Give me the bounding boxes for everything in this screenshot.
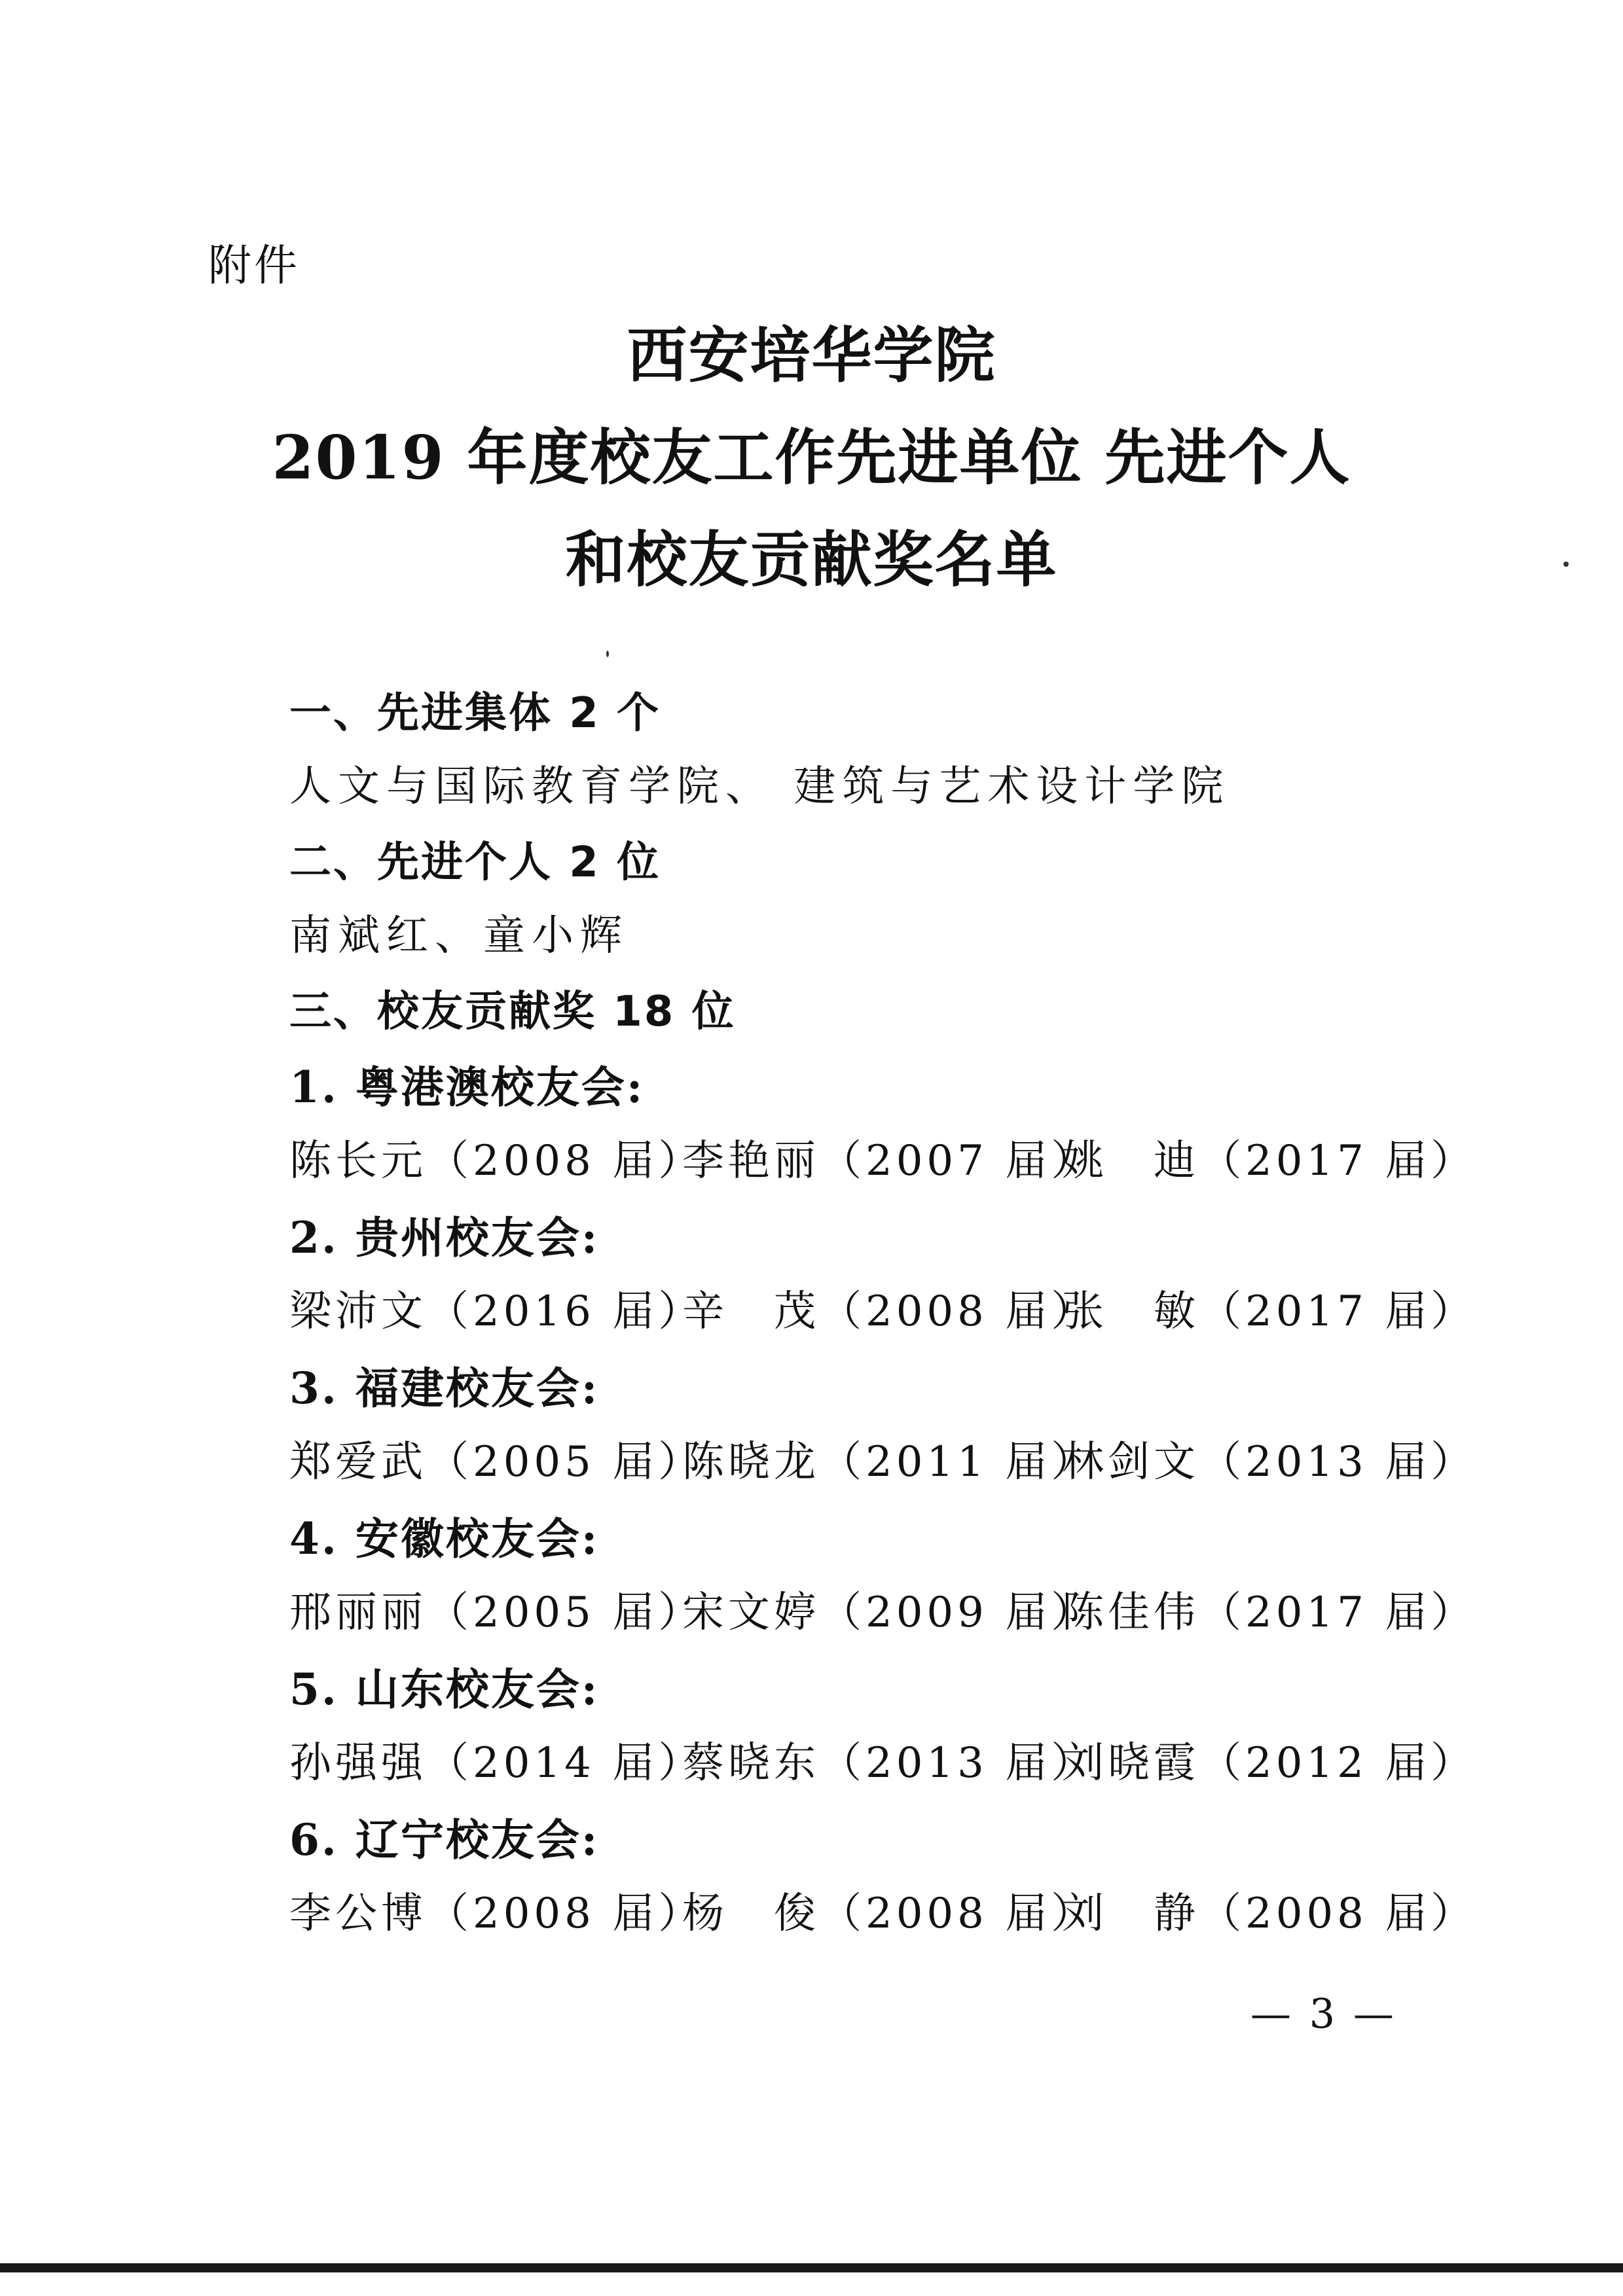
scan-speck [606, 651, 609, 657]
award-recipient: 蔡晓东（2013 届） [682, 1739, 1097, 1787]
award-recipient: 张 敏（2017 届） [1062, 1287, 1477, 1336]
award-recipient: 刘 静（2008 届） [1062, 1890, 1477, 1938]
award-recipient: 宋文婷（2009 届） [682, 1588, 1097, 1637]
award-recipient: 郑爱武（2005 届） [289, 1438, 704, 1486]
award-recipient: 陈长元（2008 届） [289, 1137, 704, 1185]
collective-list: 人文与国际教育学院、 建筑与艺术设计学院 [289, 762, 1230, 811]
alumni-group-name: 1. 粤港澳校友会: [289, 1062, 645, 1113]
award-recipient: 邢丽丽（2005 届） [289, 1588, 704, 1637]
award-recipient: 李公博（2008 届） [289, 1890, 704, 1938]
alumni-group-name: 2. 贵州校友会: [289, 1212, 600, 1263]
section-heading-individual: 二、先进个人 2 位 [289, 838, 661, 887]
scan-speck [1563, 562, 1569, 567]
award-recipient: 陈晓龙（2011 届） [682, 1438, 1097, 1486]
award-recipient: 李艳丽（2007 届） [682, 1137, 1097, 1185]
attachment-label: 附件 [208, 240, 300, 291]
award-recipient: 陈佳伟（2017 届） [1062, 1588, 1477, 1637]
award-recipient: 孙强强（2014 届） [289, 1739, 704, 1787]
award-recipient: 刘晓霞（2012 届） [1062, 1739, 1477, 1787]
document-title-line-3: 和校友贡献奖名单 [565, 524, 1058, 595]
alumni-group-name: 4. 安徽校友会: [289, 1513, 600, 1564]
alumni-group-name: 6. 辽宁校友会: [289, 1814, 600, 1865]
section-heading-collective: 一、先进集体 2 个 [289, 689, 661, 738]
award-recipient: 姚 迪（2017 届） [1062, 1137, 1477, 1185]
individual-list: 南斌红、童小辉 [289, 912, 629, 960]
scan-bottom-edge [0, 2263, 1623, 2272]
award-recipient: 梁沛文（2016 届） [289, 1287, 704, 1336]
document-title-line-1: 西安培华学院 [627, 320, 996, 391]
alumni-group-name: 3. 福建校友会: [289, 1363, 600, 1414]
award-recipient: 杨 俊（2008 届） [682, 1890, 1097, 1938]
award-recipient: 辛 茂（2008 届） [682, 1287, 1097, 1336]
alumni-group-name: 5. 山东校友会: [289, 1664, 600, 1715]
page-number: — 3 — [1250, 1990, 1396, 2037]
section-heading-award: 三、校友贡献奖 18 位 [289, 988, 736, 1036]
document-title-line-2: 2019 年度校友工作先进单位 先进个人 [272, 422, 1351, 493]
award-recipient: 林剑文（2013 届） [1062, 1438, 1477, 1486]
